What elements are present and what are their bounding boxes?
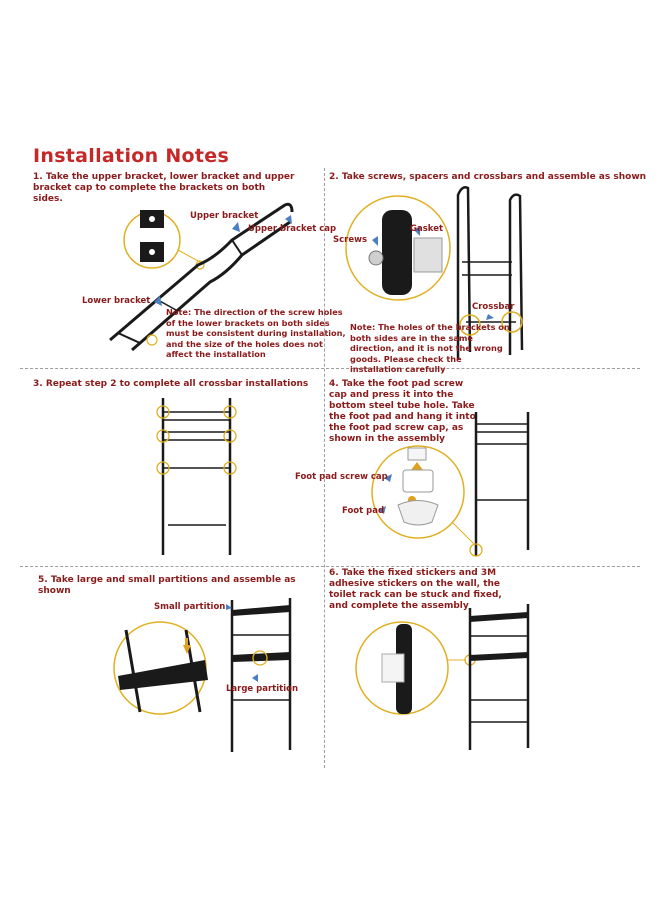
label-foot-pad-screw-cap: Foot pad screw cap <box>295 472 388 482</box>
label-small-partition: Small partition <box>154 602 226 612</box>
step-6-text: 6. Take the fixed stickers and 3M adhesive stickers on the wall, the toilet rack can be stuck and fixed, and complete the assembly <box>329 568 502 611</box>
note-1: Note: The direction of the screw holes of the lower brackets on both sides must be consistent during installation, and the size of the holes does not affect the installation <box>166 307 346 359</box>
step-1-text: 1. Take the upper bracket, lower bracket and upper bracket cap to complete the brackets on both sides. <box>33 172 295 204</box>
label-large-partition: Large partition <box>226 684 299 694</box>
label-crossbar: Crossbar <box>472 302 515 312</box>
label-upper-bracket: Upper bracket <box>190 211 259 221</box>
label-lower-bracket: Lower bracket <box>82 296 151 306</box>
step-5-text: 5. Take large and small partitions and assemble as shown <box>38 575 296 596</box>
label-gasket: Gasket <box>410 224 444 234</box>
page-title: Installation Notes <box>33 145 230 167</box>
step-4-text: 4. Take the foot pad screw cap and press it into the bottom steel tube hole. Take the foot pad and hang it into the foot pad screw cap, as shown in the assembly <box>329 379 476 444</box>
label-upper-bracket-cap: Upper bracket cap <box>248 224 337 234</box>
note-2: Note: The holes of the brackets on both sides are in the same direction, and it is not the wrong goods. Please check the installation carefully <box>350 322 510 374</box>
step-3-text: 3. Repeat step 2 to complete all crossbar installations <box>33 379 309 389</box>
label-foot-pad: Foot pad <box>342 506 385 516</box>
label-screws: Screws <box>333 235 368 245</box>
step-2-text: 2. Take screws, spacers and crossbars and assemble as shown <box>329 172 647 182</box>
